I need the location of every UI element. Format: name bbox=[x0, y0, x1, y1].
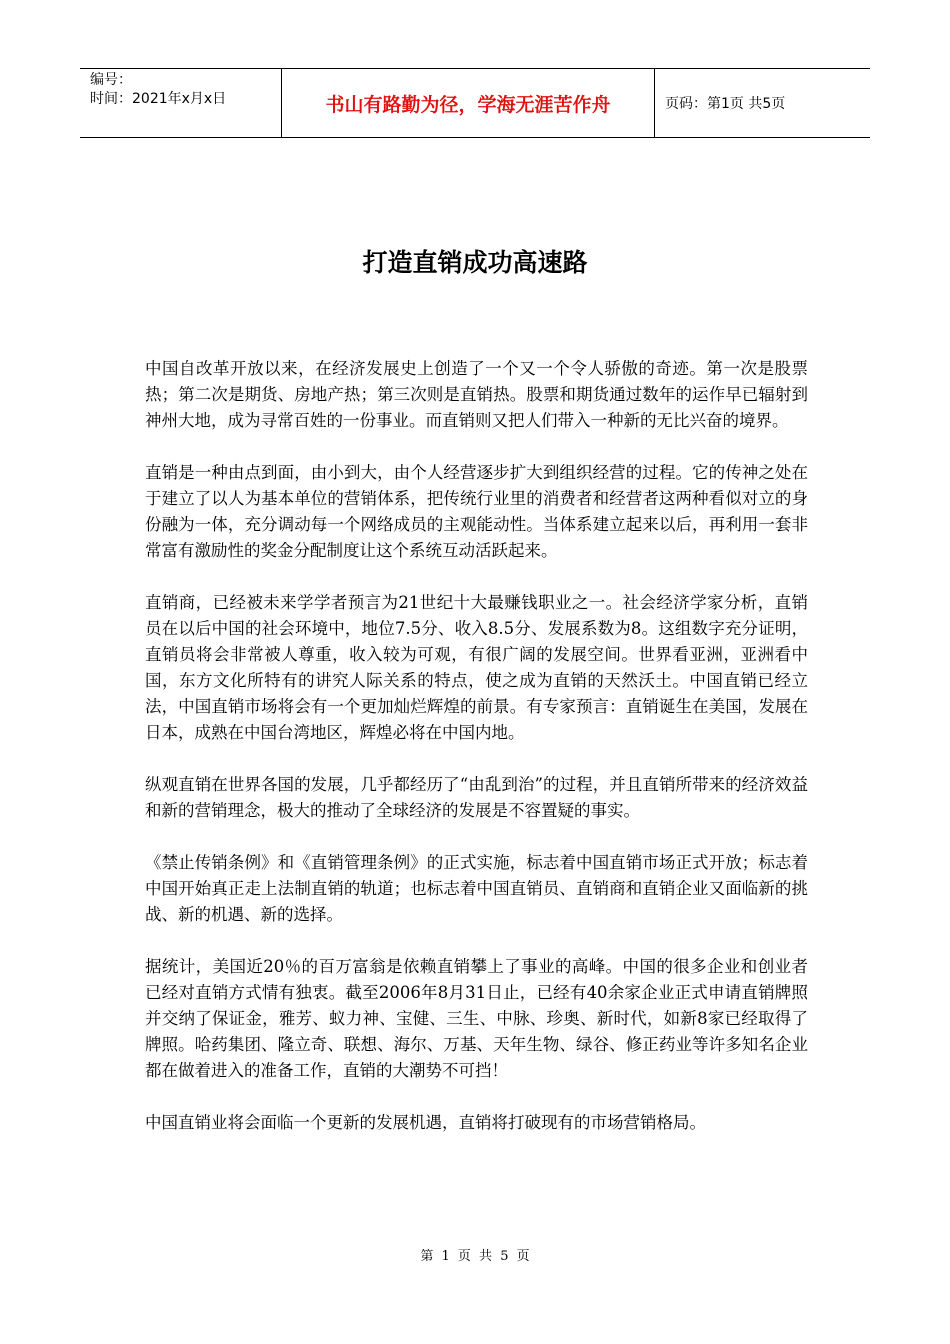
paragraph: 纵观直销在世界各国的发展，几乎都经历了“由乱到治”的过程，并且直销所带来的经济效益和新的营销理念，极大的推动了全球经济的发展是不容置疑的事实。 bbox=[145, 775, 808, 820]
number-label: 编号： bbox=[90, 72, 132, 88]
paragraph: 中国自改革开放以来，在经济发展史上创造了一个又一个令人骄傲的奇迹。第一次是股票热；第二次是期货、房地产热；第三次则是直销热。股票和期货通过数年的运作早已辐射到神州大地，成为寻常百姓的一份事业。而直销则又把人们带入一种新的无比兴奋的境界。 bbox=[145, 359, 808, 430]
header-page-info: 页码：第1页 共5页 bbox=[665, 96, 786, 112]
page-footer: 第 1 页 共 5 页 bbox=[420, 1249, 530, 1264]
header-motto: 书山有路勤为径，学海无涯苦作舟 bbox=[282, 69, 655, 137]
header-meta-cell bbox=[80, 69, 282, 137]
document-body bbox=[145, 356, 808, 1162]
paragraph: 据统计，美国近20％的百万富翁是依赖直销攀上了事业的高峰。中国的很多企业和创业者已经对直销方式情有独衷。截至2006年8月31日止，已经有40余家企业正式申请直销牌照并交纳了保证金，雅芳、蚁力神、宝健、三生、中脉、珍奥、新时代，如新8家已经取得了牌照。哈药集团、隆立奇、联想、海尔、万基、天年生物、绿谷、修正药业等许多知名企业都在做着进入的准备工作，直销的大潮势不可挡！ bbox=[145, 957, 808, 1080]
paragraph: 中国直销业将会面临一个更新的发展机遇，直销将打破现有的市场营销格局。 bbox=[145, 1113, 706, 1132]
paragraph: 《禁止传销条例》和《直销管理条例》的正式实施，标志着中国直销市场正式开放；标志着中国开始真正走上法制直销的轨道；也标志着中国直销员、直销商和直销企业又面临新的挑战、新的机遇、新的选择。 bbox=[145, 853, 808, 924]
time-label: 时间：2021年x月x日 bbox=[90, 91, 227, 107]
paragraph: 直销商，已经被未来学学者预言为21世纪十大最赚钱职业之一。社会经济学家分析，直销员在以后中国的社会环境中，地位7.5分、收入8.5分、发展系数为8。这组数字充分证明，直销员将会非常被人尊重，收入较为可观，有很广阔的发展空间。世界看亚洲，亚洲看中国，东方文化所特有的讲究人际关系的特点，使之成为直销的天然沃土。中国直销已经立法，中国直销市场将会有一个更加灿烂辉煌的前景。有专家预言：直销诞生在美国，发展在日本，成熟在中国台湾地区，辉煌必将在中国内地。 bbox=[145, 593, 808, 742]
paragraph: 直销是一种由点到面，由小到大，由个人经营逐步扩大到组织经营的过程。它的传神之处在于建立了以人为基本单位的营销体系，把传统行业里的消费者和经营者这两种看似对立的身份融为一体，充分调动每一个网络成员的主观能动性。当体系建立起来以后，再利用一套非常富有激励性的奖金分配制度让这个系统互动活跃起来。 bbox=[145, 463, 808, 560]
document-title: 打造直销成功高速路 bbox=[362, 248, 588, 277]
header-table bbox=[80, 68, 870, 138]
